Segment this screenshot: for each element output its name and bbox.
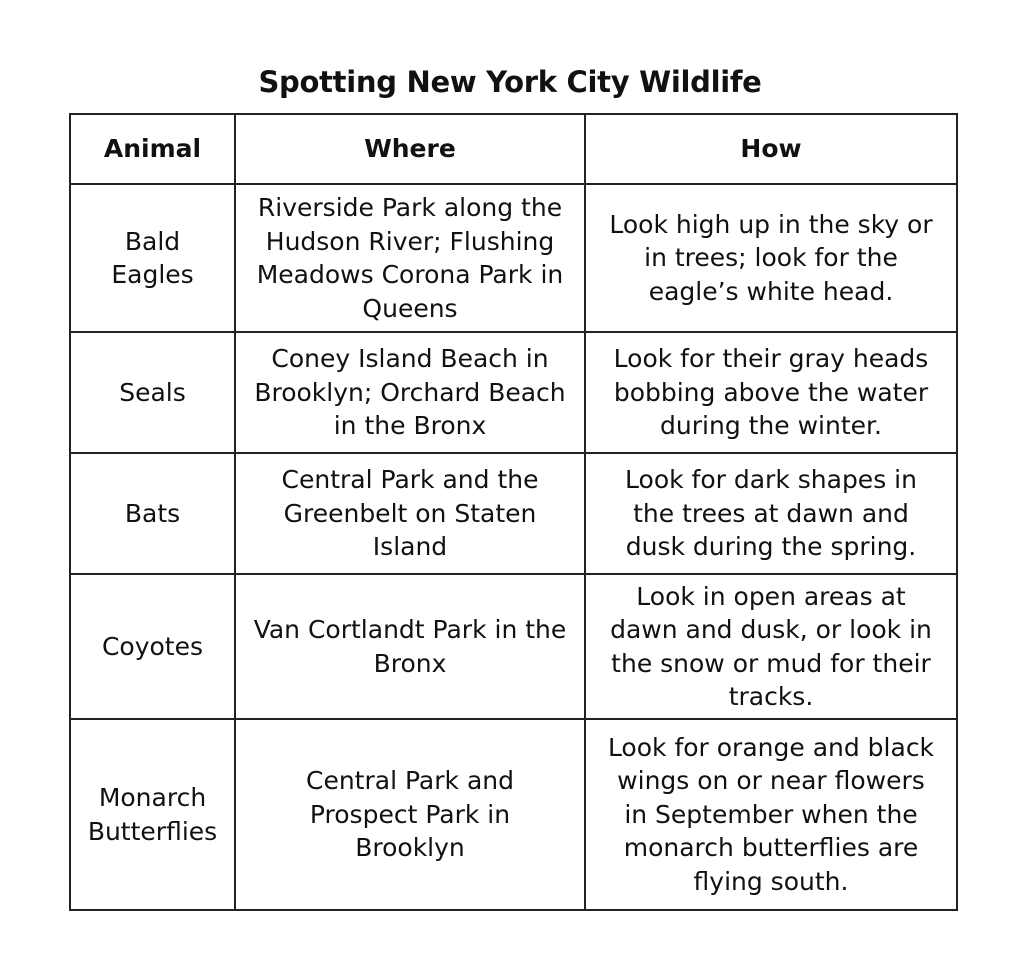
table-row: [70, 574, 957, 719]
cell-line: Look for dark shapes in: [625, 465, 917, 495]
cell-line: dusk during the spring.: [625, 532, 917, 562]
cell-line: Central Park and the: [281, 465, 539, 495]
cell-line: Bronx: [373, 648, 447, 678]
cell-line: in trees; look for the: [644, 243, 898, 273]
header-row: [70, 114, 957, 184]
cell-line: Look for their gray heads: [613, 344, 929, 374]
how-cell: [585, 453, 957, 574]
animal-cell: [70, 332, 235, 453]
cell-line: Brooklyn: [355, 833, 465, 863]
how-cell: [585, 719, 957, 910]
animal-cell: [70, 719, 235, 910]
cell-line: tracks.: [728, 682, 814, 711]
cell-line: dawn and dusk, or look in: [610, 615, 932, 644]
cell-line: the trees at dawn and: [633, 498, 909, 528]
cell-line: the snow or mud for their: [611, 648, 931, 678]
cell-line: Hudson River; Flushing: [265, 226, 555, 256]
cell-line: Greenbelt on Staten: [283, 498, 537, 528]
table-row: [70, 184, 957, 332]
where-cell: [235, 574, 585, 719]
cell-line: Coney Island Beach in: [271, 344, 549, 374]
where-cell: [235, 719, 585, 910]
cell-line: during the winter.: [660, 411, 882, 441]
animal-cell: [70, 574, 235, 719]
how-cell: [585, 332, 957, 453]
cell-line: Look high up in the sky or: [609, 209, 933, 239]
cell-line: Island: [372, 532, 448, 562]
cell-line: Look in open areas at: [636, 581, 906, 611]
header-animal: Animal: [70, 114, 235, 184]
how-cell: [585, 184, 957, 332]
where-cell: [235, 184, 585, 332]
cell-line: Look for orange and black: [607, 732, 935, 762]
cell-line: in September when the: [624, 799, 918, 829]
cell-line: Queens: [362, 293, 458, 323]
animal-cell: [70, 184, 235, 332]
cell-line: Prospect Park in: [309, 799, 511, 829]
cell-line: Monarch: [98, 783, 207, 812]
animal-cell: [70, 453, 235, 574]
cell-line: flying south.: [693, 866, 849, 896]
page-title: Spotting New York City Wildlife: [258, 65, 762, 99]
table-row: [70, 453, 957, 574]
cell-line: Meadows Corona Park in: [256, 260, 564, 289]
cell-line: Riverside Park along the: [257, 193, 563, 222]
cell-line: in the Bronx: [333, 411, 487, 441]
cell-line: Central Park and: [306, 766, 514, 796]
cell-line: monarch butterflies are: [623, 833, 919, 863]
header-where: Where: [235, 114, 585, 184]
cell-line: Butterflies: [87, 816, 218, 846]
where-cell: [235, 332, 585, 453]
cell-line: Bats: [124, 498, 181, 528]
cell-line: wings on or near flowers: [617, 766, 925, 796]
cell-line: Seals: [119, 377, 186, 407]
cell-line: eagle’s white head.: [648, 276, 894, 306]
table-row: [70, 332, 957, 453]
header-how: How: [585, 114, 957, 184]
cell-line: Coyotes: [101, 631, 204, 661]
how-cell: [585, 574, 957, 719]
cell-line: Bald: [124, 226, 181, 256]
cell-line: Eagles: [111, 260, 194, 289]
cell-line: Van Cortlandt Park in the: [253, 615, 567, 644]
where-cell: [235, 453, 585, 574]
wildlife-table: [69, 113, 958, 911]
cell-line: bobbing above the water: [613, 377, 929, 407]
cell-line: Brooklyn; Orchard Beach: [254, 377, 566, 407]
table-row: [70, 719, 957, 910]
